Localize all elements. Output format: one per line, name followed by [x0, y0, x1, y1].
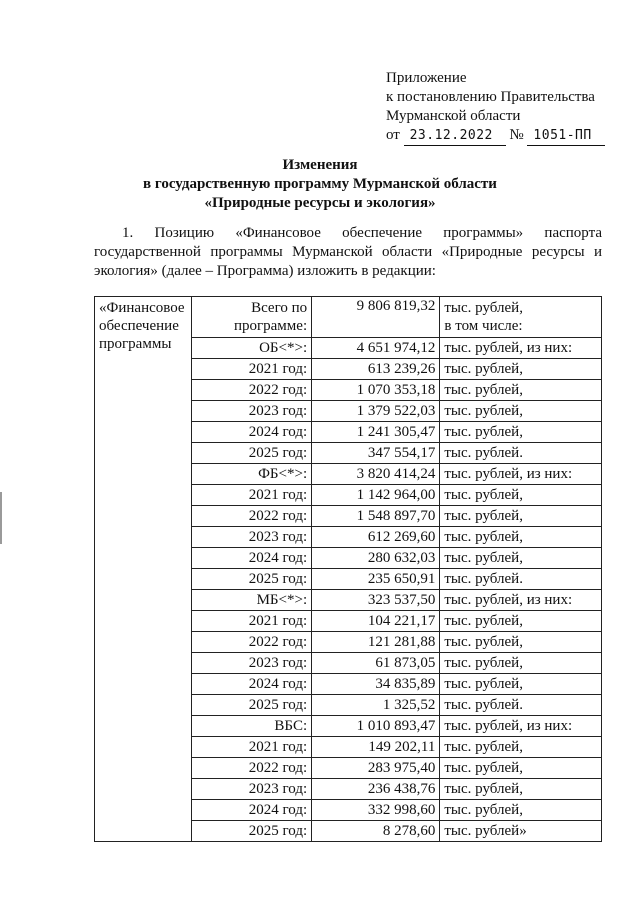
source-label-text: 2023 год:	[248, 529, 308, 545]
unit-text: тыс. рублей,	[444, 760, 523, 776]
unit-text: тыс. рублей,	[444, 634, 523, 650]
unit-cell	[440, 632, 602, 653]
unit-cell	[440, 401, 602, 422]
unit-cell	[440, 716, 602, 737]
amount-cell: 1 010 893,47	[312, 716, 440, 737]
source-label-cell	[191, 422, 311, 443]
unit-text: тыс. рублей,	[444, 676, 523, 692]
unit-text: тыс. рублей.	[444, 445, 523, 461]
source-label-text: программе:	[233, 318, 308, 334]
amount-cell: 61 873,05	[312, 653, 440, 674]
source-label-text: 2021 год:	[248, 361, 308, 377]
unit-cell	[440, 611, 602, 632]
amount-cell: 149 202,11	[312, 737, 440, 758]
unit-text: тыс. рублей.	[444, 697, 523, 713]
source-label-text: 2025 год:	[248, 445, 308, 461]
document-title	[0, 156, 640, 213]
amount-cell: 4 651 974,12	[312, 338, 440, 359]
unit-text: тыс. рублей,	[444, 361, 523, 377]
from-label: от	[386, 127, 400, 143]
amount-cell: 8 278,60	[312, 821, 440, 842]
financing-table	[94, 296, 602, 842]
amount-cell: 613 239,26	[312, 359, 440, 380]
source-label-cell	[191, 338, 311, 359]
amount-cell: 280 632,03	[312, 548, 440, 569]
unit-cell	[440, 548, 602, 569]
amount-cell: 1 142 964,00	[312, 485, 440, 506]
unit-text: тыс. рублей, из них:	[444, 340, 573, 356]
source-label-text: 2021 год:	[248, 613, 308, 629]
source-label-text: 2025 год:	[248, 697, 308, 713]
annex-region-line: Мурманской области	[386, 108, 521, 124]
source-label-text: 2024 год:	[248, 802, 308, 818]
unit-text: тыс. рублей»	[444, 823, 527, 839]
unit-cell	[440, 464, 602, 485]
decree-date: 23.12.2022	[404, 126, 506, 146]
unit-text: тыс. рублей,	[444, 802, 523, 818]
table-row	[95, 297, 602, 338]
source-label-text: 2025 год:	[248, 571, 308, 587]
source-label-cell	[191, 800, 311, 821]
source-label-cell	[191, 590, 311, 611]
unit-cell	[440, 485, 602, 506]
amount-cell: 104 221,17	[312, 611, 440, 632]
unit-text: тыс. рублей,	[444, 487, 523, 503]
unit-text: тыс. рублей,	[444, 781, 523, 797]
source-label-text: 2022 год:	[248, 508, 308, 524]
source-label-cell	[191, 674, 311, 695]
source-label-text: 2024 год:	[248, 424, 308, 440]
unit-text: тыс. рублей,	[444, 529, 523, 545]
annex-header	[386, 69, 605, 146]
amount-cell: 612 269,60	[312, 527, 440, 548]
unit-text: тыс. рублей,	[444, 655, 523, 671]
annex-date-number-line	[386, 126, 605, 146]
source-label-cell	[191, 548, 311, 569]
source-label-cell	[191, 716, 311, 737]
source-label-text: 2023 год:	[248, 403, 308, 419]
unit-cell	[440, 380, 602, 401]
unit-cell	[440, 737, 602, 758]
source-label-text: ОБ<*>:	[259, 340, 308, 356]
unit-cell	[440, 758, 602, 779]
position-label-line: «Финансовое	[99, 300, 185, 316]
unit-cell	[440, 443, 602, 464]
unit-text: тыс. рублей.	[444, 571, 523, 587]
amount-cell: 9 806 819,32	[312, 297, 440, 338]
financing-table-body	[95, 297, 602, 842]
source-label-text: ФБ<*>:	[258, 466, 308, 482]
paragraph-text: 1. Позицию «Финансовое обеспечение программы» паспорта государственной программы Мурманской области «Природные ресурсы и экология» (далее – Программа) изложить в редакции:	[94, 225, 602, 279]
amount-cell: 121 281,88	[312, 632, 440, 653]
instruction-paragraph	[94, 224, 602, 281]
amount-cell: 1 325,52	[312, 695, 440, 716]
amount-cell: 1 241 305,47	[312, 422, 440, 443]
amount-cell: 1 379 522,03	[312, 401, 440, 422]
unit-cell	[440, 506, 602, 527]
source-label-text: 2024 год:	[248, 550, 308, 566]
source-label-text: МБ<*>:	[256, 592, 308, 608]
annex-decree-line: к постановлению Правительства	[386, 89, 595, 105]
source-label-cell	[191, 527, 311, 548]
unit-cell	[440, 779, 602, 800]
unit-text: тыс. рублей,	[444, 739, 523, 755]
source-label-text: 2025 год:	[248, 823, 308, 839]
number-label: №	[509, 127, 524, 143]
amount-cell: 347 554,17	[312, 443, 440, 464]
title-line-1: Изменения	[282, 157, 358, 173]
source-label-text: 2021 год:	[248, 739, 308, 755]
source-label-cell	[191, 506, 311, 527]
unit-cell	[440, 338, 602, 359]
source-label-text: 2023 год:	[248, 781, 308, 797]
source-label-text: ВБС:	[274, 718, 308, 734]
unit-text: тыс. рублей,	[444, 403, 523, 419]
source-label-cell	[191, 821, 311, 842]
unit-text: тыс. рублей, из них:	[444, 592, 573, 608]
unit-cell	[440, 695, 602, 716]
unit-text: тыс. рублей,	[444, 382, 523, 398]
title-line-3: «Природные ресурсы и экология»	[204, 195, 436, 211]
position-label-line: обеспечение	[99, 318, 179, 334]
source-label-cell	[191, 758, 311, 779]
amount-cell: 236 438,76	[312, 779, 440, 800]
amount-cell: 34 835,89	[312, 674, 440, 695]
amount-cell: 283 975,40	[312, 758, 440, 779]
unit-cell	[440, 569, 602, 590]
source-label-cell	[191, 401, 311, 422]
source-label-cell	[191, 464, 311, 485]
source-label-text: 2023 год:	[248, 655, 308, 671]
source-label-text: 2024 год:	[248, 676, 308, 692]
unit-text: тыс. рублей,	[444, 300, 523, 316]
source-label-cell	[191, 569, 311, 590]
amount-cell: 3 820 414,24	[312, 464, 440, 485]
unit-text: тыс. рублей,	[444, 550, 523, 566]
annex-title: Приложение	[386, 70, 467, 86]
unit-text: тыс. рублей,	[444, 508, 523, 524]
source-label-cell	[191, 297, 311, 338]
amount-cell: 332 998,60	[312, 800, 440, 821]
source-label-text: 2021 год:	[248, 487, 308, 503]
unit-cell	[440, 674, 602, 695]
amount-cell: 1 070 353,18	[312, 380, 440, 401]
unit-cell	[440, 821, 602, 842]
unit-text: тыс. рублей,	[444, 613, 523, 629]
amount-cell: 323 537,50	[312, 590, 440, 611]
unit-cell	[440, 653, 602, 674]
source-label-cell	[191, 653, 311, 674]
unit-text: в том числе:	[444, 318, 523, 334]
title-line-2: в государственную программу Мурманской области	[143, 176, 497, 192]
source-label-text: 2022 год:	[248, 382, 308, 398]
source-label-cell	[191, 632, 311, 653]
unit-cell	[440, 297, 602, 338]
decree-number: 1051-ПП	[527, 126, 605, 146]
source-label-text: 2022 год:	[248, 760, 308, 776]
scan-edge-mark	[0, 492, 5, 544]
source-label-text: 2022 год:	[248, 634, 308, 650]
amount-cell: 235 650,91	[312, 569, 440, 590]
unit-cell	[440, 590, 602, 611]
source-label-cell	[191, 695, 311, 716]
source-label-cell	[191, 359, 311, 380]
source-label-cell	[191, 380, 311, 401]
source-label-cell	[191, 485, 311, 506]
position-label-line: программы	[99, 336, 172, 352]
source-label-cell	[191, 737, 311, 758]
unit-text: тыс. рублей, из них:	[444, 466, 573, 482]
amount-cell: 1 548 897,70	[312, 506, 440, 527]
position-label-cell	[95, 297, 192, 842]
unit-cell	[440, 527, 602, 548]
unit-cell	[440, 359, 602, 380]
unit-text: тыс. рублей,	[444, 424, 523, 440]
source-label-cell	[191, 779, 311, 800]
unit-cell	[440, 422, 602, 443]
source-label-text: Всего по	[251, 300, 308, 316]
unit-cell	[440, 800, 602, 821]
source-label-cell	[191, 611, 311, 632]
unit-text: тыс. рублей, из них:	[444, 718, 573, 734]
source-label-cell	[191, 443, 311, 464]
